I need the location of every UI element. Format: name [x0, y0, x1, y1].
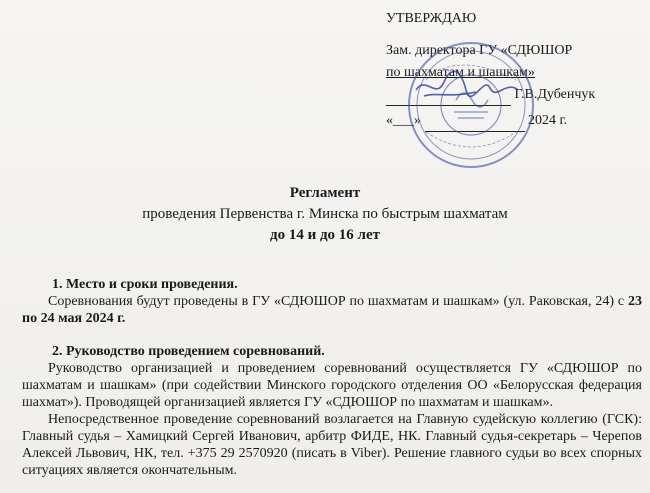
section-2-para1: Руководство организацией и проведением соревнований осуществляется ГУ «СДЮШОР по шахматам и шашкам» (при содействии Минского городского отделения ОО «Белорусская федерация шахмат»). Проводящей организацией является ГУ «СДЮШОР по шахматам и шашкам».: [22, 361, 642, 410]
document-title: Регламент: [289, 185, 361, 201]
document-subtitle: проведения Первенства г. Минска по быстрым шахматам: [142, 206, 508, 222]
approval-position-line1: Зам. директора ГУ «СДЮШОР: [386, 43, 573, 58]
approval-date-prefix: «___»: [386, 113, 421, 128]
section-2-para2: Непосредственное проведение соревнований возлагается на Главную судейскую коллегию (ГСК): Главный судья – Хамицкий Сергей Иванович, арбитр ФИДЕ, НК. Главный судья-секретарь – Черепов Алексей Львович, НК, тел. +375 29 2570920 (писать в Viber). Решение главного судьи во всех спорных ситуациях является окончательным.: [22, 412, 642, 478]
section-1-heading: 1. Место и сроки проведения.: [52, 277, 238, 292]
approval-position-line2: по шахматам и шашкам»: [386, 65, 535, 80]
section-1-dates: 23 по 24 мая 2024 г.: [22, 294, 642, 326]
section-1-text-main: Соревнования будут проведены в ГУ «СДЮШОР по шахматам и шашкам» (ул. Раковская, 24) с: [48, 294, 628, 309]
approval-date-suffix: 2024 г.: [528, 113, 568, 128]
section-1-text: [22, 293, 642, 327]
document-body: [22, 276, 642, 479]
document-title-block: [0, 183, 650, 246]
approval-title: УТВЕРЖДАЮ: [386, 11, 477, 26]
section-2-heading: 2. Руководство проведением соревнований.: [52, 344, 325, 359]
official-stamp: [406, 40, 536, 170]
approval-signer: Г.В.Дубенчук: [514, 87, 596, 102]
document-ages: до 14 и до 16 лет: [269, 227, 380, 243]
